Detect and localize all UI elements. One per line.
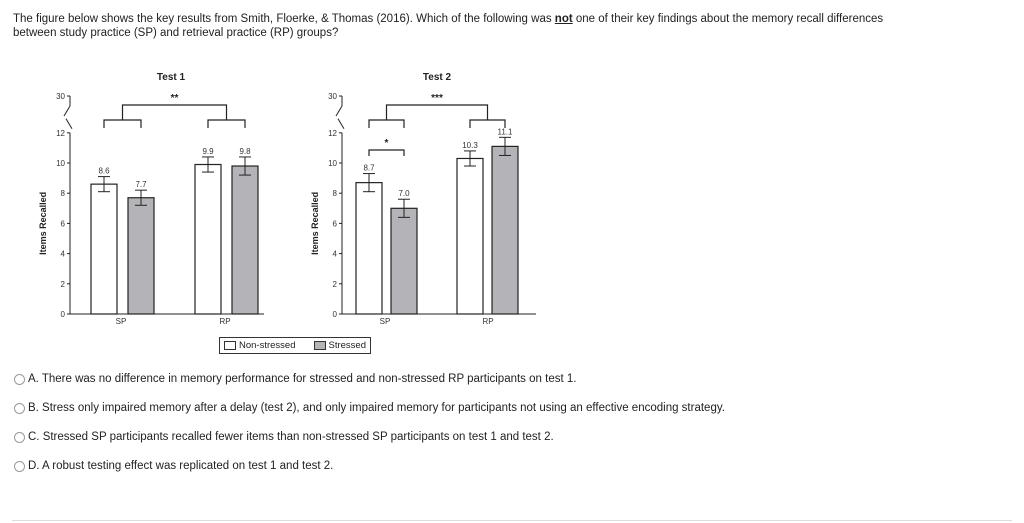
y-tick-label-2-8: 8 — [332, 189, 337, 199]
question-emphasis: not — [554, 13, 573, 25]
bar-2-rp-stressed — [492, 146, 518, 314]
significance-marker-main-2: *** — [431, 93, 443, 104]
legend-swatch-non-stressed — [224, 341, 236, 350]
question-part2: one of their key findings about the memory recall differences between study practice (SP) and retrieval practice (RP) groups? — [13, 13, 884, 39]
data-label-1-1-0: 9.9 — [202, 146, 214, 156]
question-text — [13, 12, 913, 40]
radio-button-a[interactable] — [14, 374, 25, 385]
data-label-2-1-1: 11.1 — [497, 127, 513, 137]
y-axis-label-1: Items Recalled — [38, 191, 48, 255]
radio-button-b[interactable] — [14, 403, 25, 414]
y-tick-label-1-2: 2 — [60, 279, 65, 289]
sp-bracket-2 — [369, 150, 404, 156]
question-part1: The figure below shows the key results from Smith, Floerke, & Thomas (2016). Which of the following was — [13, 13, 555, 25]
x-tick-label-2-rp: RP — [482, 317, 494, 326]
data-label-1-1-1: 9.8 — [239, 146, 251, 156]
y-axis-label-2: Items Recalled — [310, 191, 320, 255]
data-label-2-0-0: 8.7 — [363, 163, 375, 173]
y-tick-label-2-0: 0 — [332, 310, 337, 319]
y-tick-label-2-6: 6 — [332, 219, 337, 229]
option-d-label: D. A robust testing effect was replicated on test 1 and test 2. — [28, 460, 334, 472]
option-a-label: A. There was no difference in memory performance for stressed and non-stressed RP participants on test 1. — [28, 373, 577, 385]
data-label-1-0-0: 8.6 — [98, 166, 110, 176]
y-tick-label-2-2: 2 — [332, 279, 337, 289]
y-tick-label-2-4: 4 — [332, 249, 337, 259]
option-d[interactable] — [14, 459, 725, 473]
y-tick-label-2-30: 30 — [328, 92, 337, 101]
group-bracket-2-0 — [369, 120, 404, 128]
bar-2-rp-non-stressed — [457, 158, 483, 314]
axis-break-1 — [66, 119, 72, 129]
y-tick-label-2-12: 12 — [328, 128, 337, 138]
axis-break-2 — [338, 119, 344, 129]
bar-2-sp-stressed — [391, 208, 417, 314]
option-a[interactable] — [14, 372, 725, 386]
x-tick-label-2-sp: SP — [379, 317, 391, 326]
legend-swatch-stressed — [314, 341, 326, 350]
data-label-1-0-1: 7.7 — [135, 180, 147, 190]
radio-button-c[interactable] — [14, 432, 25, 443]
axis-break-upper-1 — [64, 106, 70, 116]
chart-title-1: Test 1 — [156, 72, 186, 83]
y-tick-label-1-6: 6 — [60, 219, 65, 229]
y-tick-label-2-10: 10 — [328, 159, 337, 168]
significance-marker-sp-2: * — [384, 138, 389, 149]
answer-options — [14, 372, 725, 488]
data-label-2-0-1: 7.0 — [398, 189, 410, 199]
significance-marker-main-1: ** — [170, 93, 179, 104]
chart-legend — [219, 337, 371, 354]
y-tick-label-1-10: 10 — [56, 159, 65, 168]
option-c[interactable] — [14, 430, 725, 444]
group-bracket-1-0 — [104, 120, 141, 128]
results-figure — [0, 60, 560, 340]
group-bracket-1-1 — [208, 120, 245, 128]
bar-2-sp-non-stressed — [356, 183, 382, 314]
x-tick-label-1-rp: RP — [219, 317, 231, 326]
option-b-label: B. Stress only impaired memory after a delay (test 2), and only impaired memory for participants not using an effective encoding strategy. — [28, 402, 725, 414]
bar-1-sp-stressed — [128, 198, 154, 314]
y-tick-label-1-8: 8 — [60, 189, 65, 199]
option-b[interactable] — [14, 401, 725, 415]
bottom-divider — [12, 520, 1012, 521]
legend-item-stressed — [314, 340, 367, 351]
bar-1-rp-stressed — [232, 166, 258, 314]
radio-button-d[interactable] — [14, 461, 25, 472]
bar-1-sp-non-stressed — [91, 184, 117, 314]
data-label-2-1-0: 10.3 — [462, 140, 478, 150]
x-tick-label-1-sp: SP — [115, 317, 127, 326]
legend-label-stressed: Stressed — [328, 340, 366, 351]
axis-break-upper-2 — [336, 106, 342, 116]
y-tick-label-1-0: 0 — [60, 310, 65, 319]
legend-label-non-stressed: Non-stressed — [239, 340, 296, 351]
y-tick-label-1-4: 4 — [60, 249, 65, 259]
legend-item-non-stressed — [224, 340, 296, 351]
y-tick-label-1-30: 30 — [56, 92, 65, 101]
y-tick-label-1-12: 12 — [56, 128, 65, 138]
bar-1-rp-non-stressed — [195, 165, 221, 314]
main-bracket-2 — [387, 105, 488, 120]
chart-title-2: Test 2 — [422, 72, 452, 83]
main-bracket-1 — [123, 105, 227, 120]
option-c-label: C. Stressed SP participants recalled fewer items than non-stressed SP participants on test 1 and test 2. — [28, 431, 554, 443]
